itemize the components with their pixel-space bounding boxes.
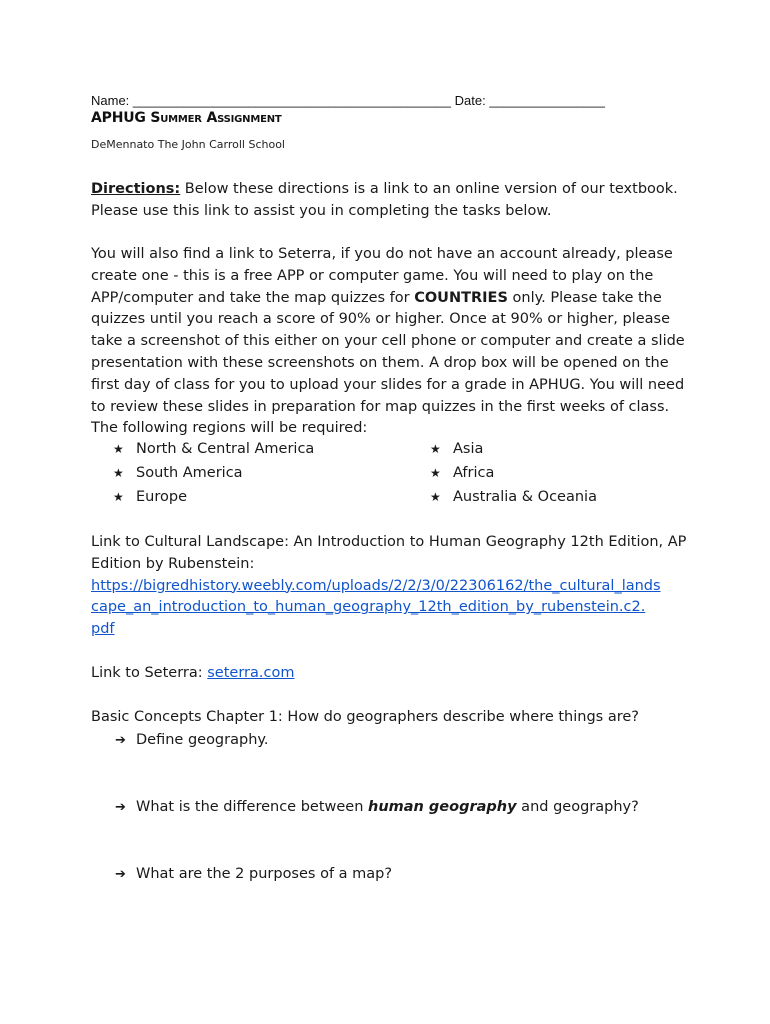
question-item: [115, 797, 639, 819]
name-date-line: Name: ____________________________________________ Date: ________________: [91, 93, 605, 108]
region-item: [113, 489, 187, 512]
arrow-icon: ➔: [115, 800, 126, 815]
textbook-url-line-1[interactable]: https://bigredhistory.weebly.com/uploads/2/2/3/0/22306162/the_cultural_lands: [91, 577, 661, 594]
question-item: [115, 730, 269, 752]
region-item: [430, 489, 597, 512]
seterra-url-link[interactable]: seterra.com: [207, 665, 295, 681]
countries-emphasis: COUNTRIES: [414, 289, 508, 306]
region-label: Europe: [136, 489, 187, 505]
question-text: What are the 2 purposes of a map?: [136, 866, 393, 882]
region-item: [113, 441, 314, 464]
seterra-instructions-part1: You will also find a link to Seterra, if you do not have an account already, please create one - this is a free APP or computer game. You will need to play on the APP/computer and take the map quizzes for: [91, 246, 673, 306]
directions-label: Directions:: [91, 181, 181, 197]
chapter-heading: Basic Concepts Chapter 1: How do geographers describe where things are?: [91, 709, 639, 725]
textbook-url-line-2[interactable]: cape_an_introduction_to_human_geography_12th_edition_by_rubenstein.c2.: [91, 599, 646, 616]
seterra-link-label: Link to Seterra:: [91, 665, 208, 681]
region-label: Africa: [453, 465, 495, 481]
region-label: South America: [136, 465, 243, 481]
star-icon: ★: [113, 490, 124, 504]
star-icon: ★: [113, 442, 124, 456]
star-icon: ★: [430, 442, 441, 456]
directions-text: Below these directions is a link to an online version of our textbook. Please use this link to assist you in completing the tasks below.: [91, 181, 678, 219]
star-icon: ★: [113, 466, 124, 480]
region-item: [430, 441, 483, 464]
question-text: Define geography.: [136, 732, 269, 748]
region-label: Australia & Oceania: [453, 489, 597, 505]
textbook-link-paragraph: [91, 532, 691, 641]
question-text-post: and geography?: [516, 799, 639, 815]
question-item: [115, 864, 392, 886]
seterra-instructions-part2: only. Please take the quizzes until you reach a score of 90% or higher. Once at 90% or higher, please take a screenshot of this either on your cell phone or computer and create a slide presentation with these screenshots on them. A drop box will be opened on the first day of class for you to upload your slides for a grade in APHUG. You will need to review these slides in preparation for map quizzes in the first weeks of class. The following regions will be required:: [91, 289, 685, 437]
document-subtitle: DeMennato The John Carroll School: [91, 138, 285, 151]
question-text-pre: What is the difference between: [136, 799, 369, 815]
textbook-url-line-3[interactable]: pdf: [91, 621, 115, 638]
star-icon: ★: [430, 466, 441, 480]
textbook-link-label: Link to Cultural Landscape: An Introduction to Human Geography 12th Edition, AP Edition by Rubenstein:: [91, 534, 687, 572]
region-item: [430, 465, 494, 488]
seterra-link-paragraph: [91, 663, 691, 685]
region-label: North & Central America: [136, 441, 315, 457]
arrow-icon: ➔: [115, 733, 126, 748]
arrow-icon: ➔: [115, 867, 126, 882]
region-label: Asia: [453, 441, 484, 457]
seterra-instructions-paragraph: [91, 244, 691, 440]
directions-paragraph: [91, 179, 691, 223]
question-emphasis: human geography: [368, 799, 517, 815]
document-title: APHUG Summer Assignment: [91, 110, 282, 126]
region-item: [113, 465, 243, 488]
star-icon: ★: [430, 490, 441, 504]
